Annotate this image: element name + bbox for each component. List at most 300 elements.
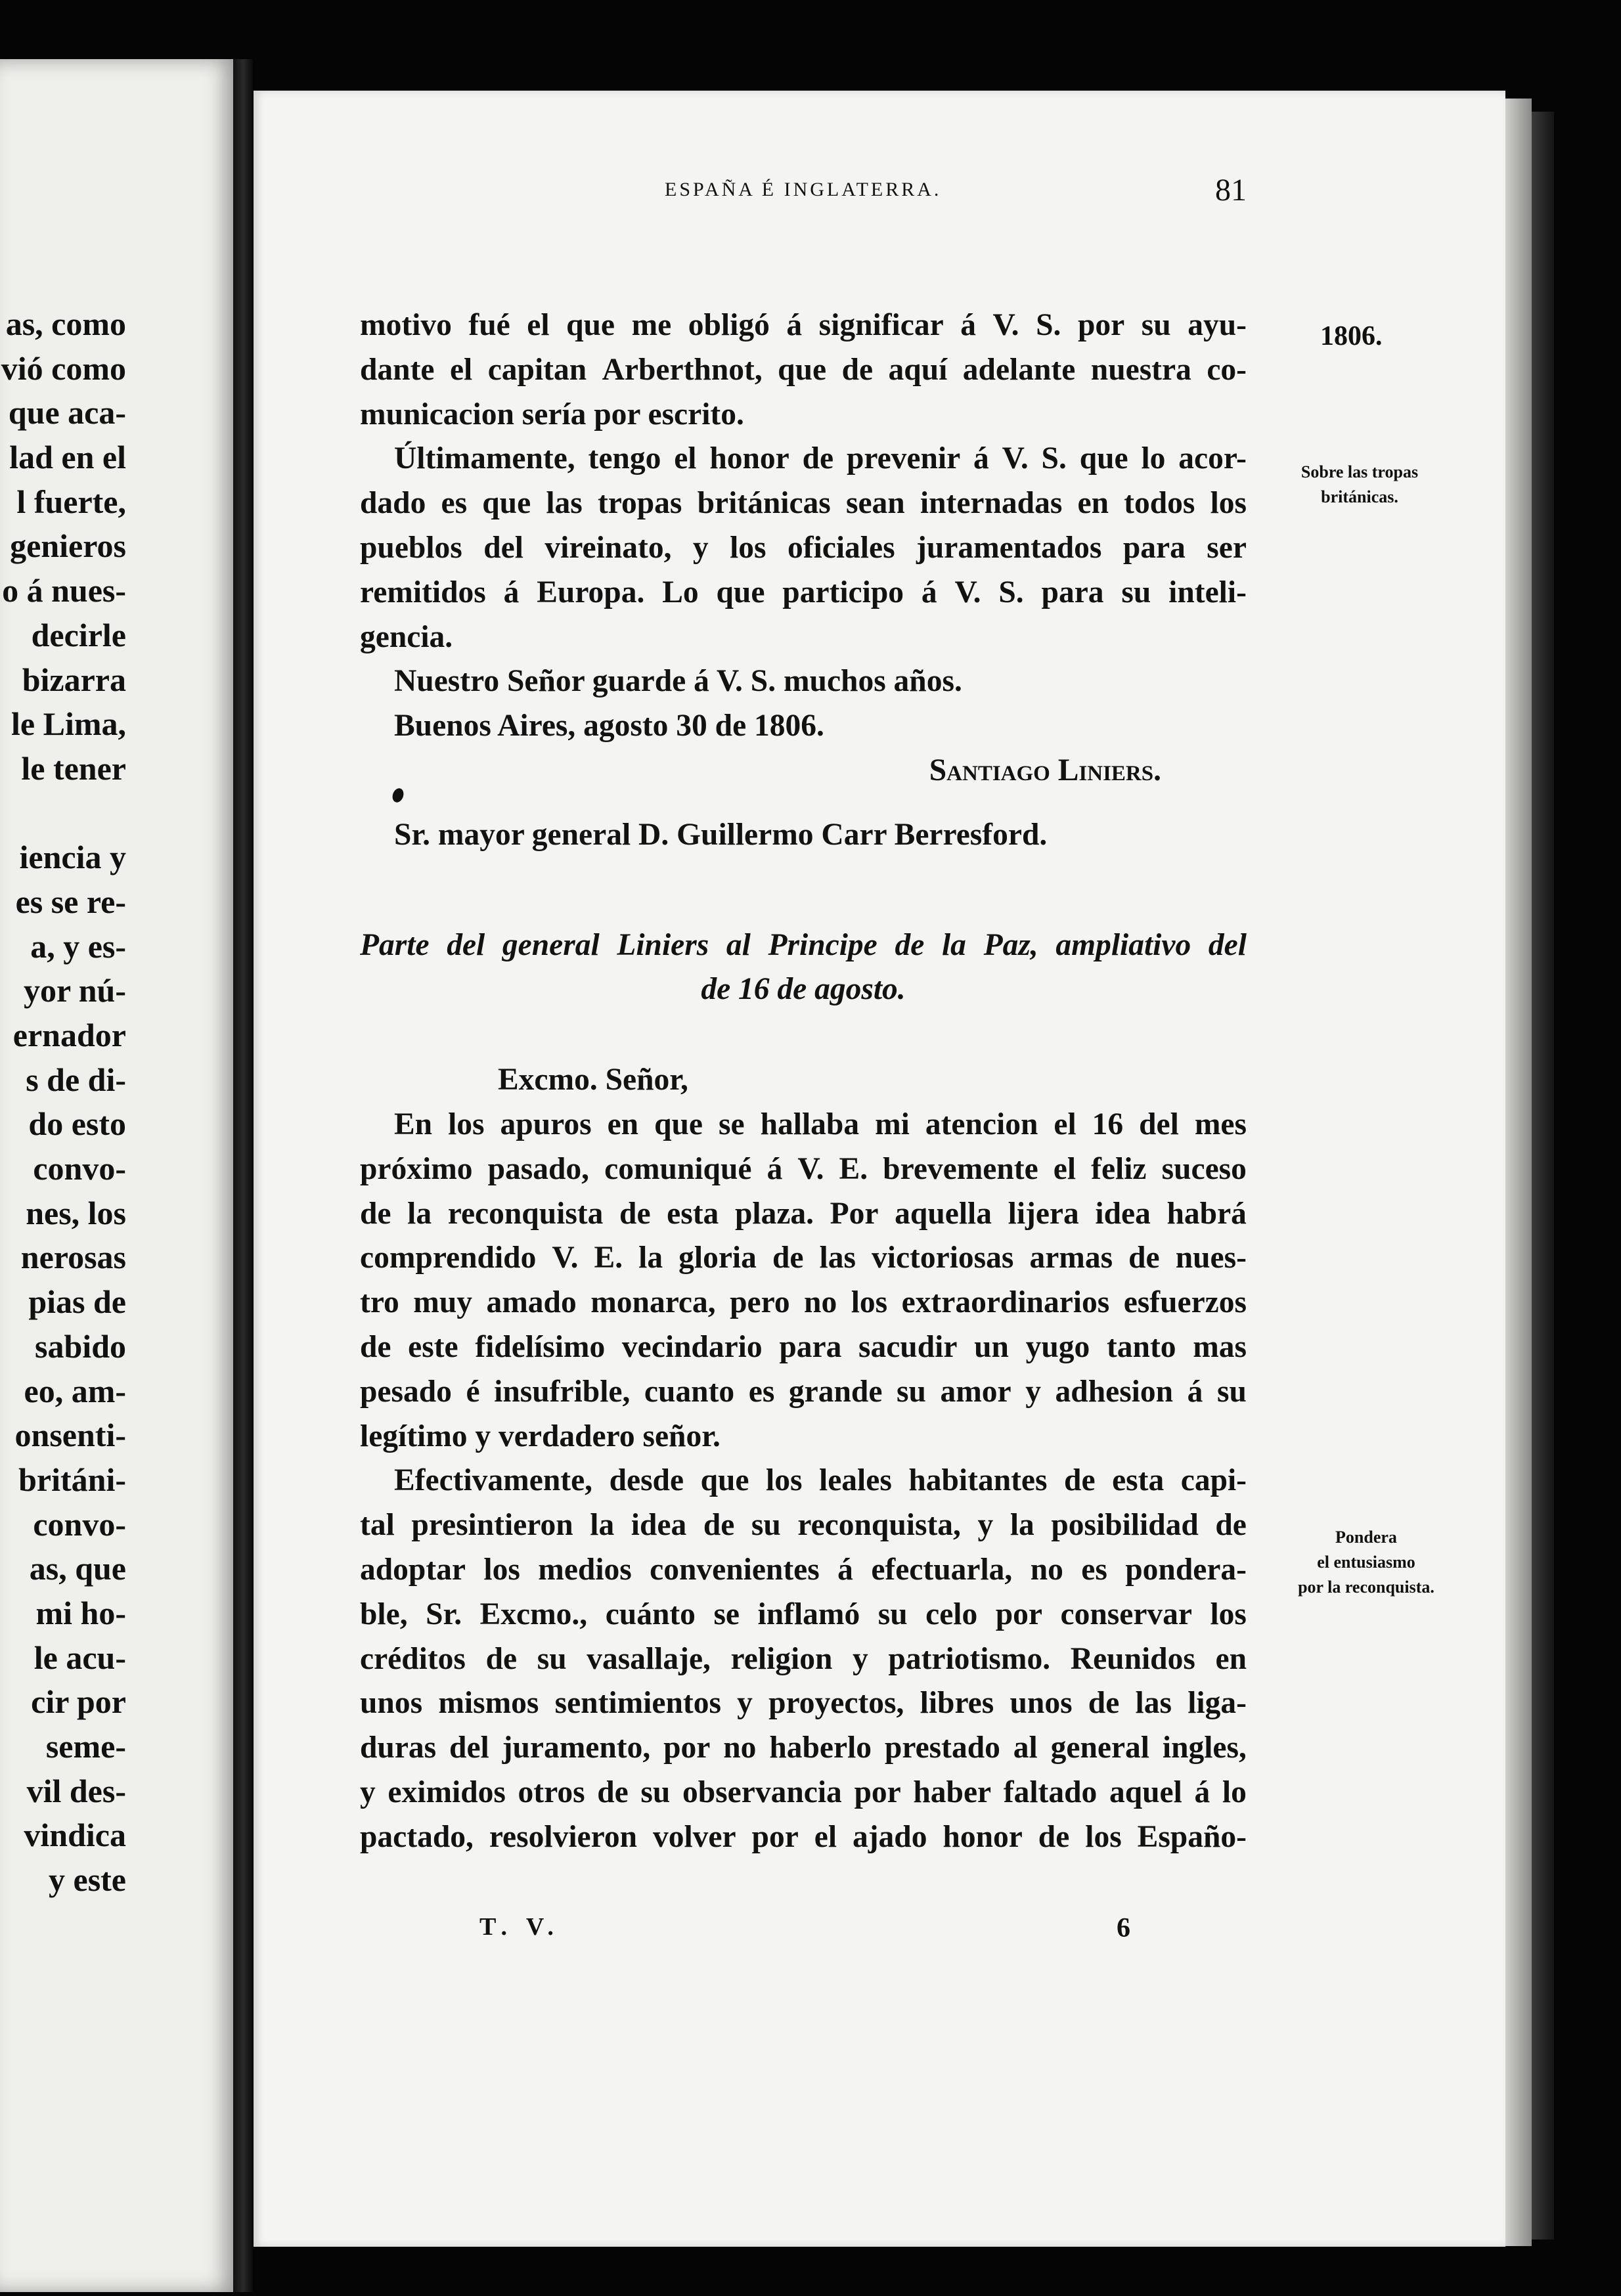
word: suceso — [1161, 1151, 1247, 1186]
word: pasado, — [487, 1151, 590, 1186]
previous-page-line: nerosas — [20, 1239, 126, 1276]
word: obligó — [688, 308, 770, 342]
word: acor- — [1178, 441, 1247, 476]
word: habrá — [1166, 1196, 1247, 1231]
book-gutter — [233, 59, 253, 2292]
word: observancia — [682, 1775, 842, 1809]
word: de — [485, 1641, 518, 1676]
word: su — [877, 1597, 908, 1631]
text-line — [360, 481, 1247, 526]
word: E. — [839, 1151, 868, 1186]
word: de — [772, 1241, 804, 1275]
place-date: Buenos Aires, agosto 30 de 1806. — [394, 709, 824, 743]
word: adelante — [962, 352, 1076, 387]
word: faltado — [1003, 1775, 1098, 1809]
text-line — [360, 1548, 1247, 1593]
word: pactado, — [360, 1819, 474, 1854]
word: cuanto — [644, 1374, 735, 1409]
word: otros — [518, 1775, 585, 1809]
word: Últimamente, — [394, 441, 575, 476]
margin-note-line: Pondera — [1335, 1528, 1397, 1547]
word: la — [407, 1196, 432, 1231]
word: prevenir — [846, 441, 961, 476]
body-text — [360, 303, 1247, 1860]
text-line — [360, 348, 1247, 393]
word: adoptar — [360, 1552, 466, 1587]
word: Por — [830, 1196, 879, 1231]
word: á — [837, 1552, 853, 1587]
word: haber — [913, 1775, 992, 1809]
word: en — [607, 1107, 639, 1141]
word: su — [1121, 575, 1151, 609]
word: co- — [1207, 352, 1247, 387]
word: pesado — [360, 1374, 452, 1409]
word: monarca, — [590, 1285, 716, 1320]
word: se — [719, 1107, 745, 1141]
word: comprendido — [360, 1241, 537, 1275]
previous-page-line — [0, 791, 126, 836]
word: que — [654, 1107, 703, 1141]
word: capitan — [487, 352, 587, 387]
word: Reunidos — [1070, 1641, 1195, 1676]
word: que — [778, 352, 827, 387]
word: este — [408, 1329, 458, 1364]
word: brevemente — [883, 1151, 1038, 1186]
word: las — [1135, 1686, 1172, 1721]
text-line — [360, 1503, 1247, 1548]
word: idea — [631, 1508, 687, 1543]
word: V. — [552, 1241, 579, 1275]
word: vasallaje, — [587, 1641, 711, 1676]
addressee: Sr. mayor general D. Guillermo Carr Berresford. — [394, 817, 1048, 852]
word: á — [766, 1151, 783, 1186]
word: libres — [920, 1686, 994, 1721]
word: que — [1079, 441, 1128, 476]
word: dante — [360, 352, 435, 387]
word: patriotismo. — [888, 1641, 1051, 1676]
text-line — [360, 1325, 1247, 1370]
word: no — [1030, 1552, 1063, 1587]
word: del — [447, 927, 485, 962]
word: oficiales — [788, 530, 895, 565]
previous-page-line: eo, am- — [24, 1372, 126, 1409]
word: ajado — [852, 1819, 927, 1854]
word: pueblos — [360, 530, 462, 565]
previous-page-line: as, que — [29, 1550, 126, 1587]
previous-page-line: vió como — [1, 349, 126, 387]
word: el — [814, 1819, 837, 1854]
word: del — [483, 530, 523, 565]
previous-page-line: pias de — [28, 1283, 126, 1321]
word: armas — [1029, 1241, 1113, 1275]
previous-page-line: l fuerte, — [16, 483, 126, 520]
word: de — [360, 1329, 391, 1364]
text-line — [360, 1281, 1247, 1325]
word: mi — [875, 1107, 910, 1141]
word: de — [1038, 1819, 1070, 1854]
page-number: 81 — [1215, 173, 1247, 208]
text-line — [360, 1637, 1247, 1682]
word: sentimientos — [554, 1686, 721, 1721]
word: para — [1041, 575, 1104, 609]
text-line — [360, 437, 1247, 481]
word: los — [766, 1463, 803, 1498]
word: ampliativo — [1055, 927, 1191, 962]
word: amado — [486, 1285, 577, 1320]
text-line: municacion sería por escrito. — [360, 397, 744, 431]
word: de — [597, 1775, 629, 1809]
previous-page-line: que aca- — [8, 394, 126, 431]
word: convenientes — [650, 1552, 820, 1587]
previous-page-line: do esto — [28, 1105, 126, 1143]
word: ayu- — [1188, 308, 1247, 342]
word: esta — [667, 1196, 719, 1231]
word: vireinato, — [544, 530, 672, 565]
word: á — [786, 308, 803, 342]
word: ingles, — [1162, 1731, 1247, 1765]
word: de — [703, 1508, 735, 1543]
word: la — [1010, 1508, 1034, 1543]
previous-page-line: convo- — [33, 1150, 126, 1187]
text-line — [360, 1370, 1247, 1415]
word: aquel — [1109, 1775, 1182, 1809]
word: grande — [788, 1374, 883, 1409]
word: que — [700, 1463, 749, 1498]
word: del — [1139, 1107, 1179, 1141]
section-title-2: de 16 de agosto. — [701, 972, 906, 1007]
word: fué — [468, 308, 510, 342]
word: idea — [1095, 1196, 1151, 1231]
text-line: gencia. — [360, 619, 453, 654]
margin-note-line: británicas. — [1321, 487, 1398, 506]
word: británicas — [697, 486, 831, 521]
previous-page-line: decirle — [31, 616, 126, 653]
word: Lo — [662, 575, 699, 609]
word: vecindario — [621, 1329, 763, 1364]
running-head: ESPAÑA É INGLATERRA. — [665, 179, 942, 200]
word: general — [1050, 1731, 1149, 1765]
page-edge — [1505, 99, 1532, 2246]
word: En — [394, 1107, 433, 1141]
previous-page-line: genieros — [10, 527, 126, 565]
word: reconquista, — [797, 1508, 961, 1543]
word: Principe — [768, 927, 877, 962]
word: que — [482, 486, 531, 521]
word: su — [537, 1641, 567, 1676]
word: tal — [360, 1508, 395, 1543]
word: los — [1210, 486, 1247, 521]
word: de — [619, 1196, 651, 1231]
word: es — [748, 1374, 775, 1409]
word: tengo — [588, 441, 661, 476]
word: mes — [1194, 1107, 1247, 1141]
text-line — [360, 303, 1247, 348]
word: y — [692, 530, 709, 565]
word: es — [1081, 1552, 1107, 1587]
previous-page-line: convo- — [33, 1505, 126, 1543]
word: juramentados — [916, 530, 1102, 565]
word: de — [360, 1196, 391, 1231]
margin-note-tropas — [1268, 460, 1452, 510]
word: insufrible, — [494, 1374, 631, 1409]
word: próximo — [360, 1151, 473, 1186]
word: de — [1128, 1241, 1160, 1275]
word: aquella — [895, 1196, 992, 1231]
word: á — [973, 441, 989, 476]
word: extraordinarios — [901, 1285, 1110, 1320]
word: las — [819, 1241, 856, 1275]
word: posibilidad — [1051, 1508, 1199, 1543]
word: sean — [845, 486, 905, 521]
word: Arberthnot, — [602, 352, 763, 387]
word: nues- — [1175, 1241, 1247, 1275]
word: á — [960, 308, 976, 342]
word: del — [449, 1731, 489, 1765]
word: S. — [1036, 308, 1061, 342]
word: Liniers — [617, 927, 709, 962]
word: efectuarla, — [871, 1552, 1013, 1587]
word: un — [974, 1329, 1009, 1364]
word: por — [663, 1731, 711, 1765]
word: y — [977, 1508, 994, 1543]
word: la — [941, 927, 966, 962]
word: por — [854, 1775, 901, 1809]
word: todos — [1124, 486, 1195, 521]
word: significar — [818, 308, 944, 342]
word: su — [896, 1374, 926, 1409]
word: apuros — [500, 1107, 592, 1141]
word: los — [1210, 1597, 1247, 1631]
previous-page-line: le acu- — [33, 1639, 126, 1676]
word: las — [546, 486, 583, 521]
previous-page-line: le Lima, — [11, 705, 126, 743]
word: en — [1215, 1641, 1247, 1676]
margin-note-line: el entusiasmo — [1317, 1553, 1415, 1572]
word: y — [737, 1686, 753, 1721]
previous-page-line: vil des- — [26, 1772, 126, 1809]
word: mas — [1193, 1329, 1247, 1364]
margin-note-line: por la reconquista. — [1298, 1578, 1434, 1597]
word: S. — [1041, 441, 1067, 476]
word: lo — [1141, 441, 1166, 476]
text-line — [360, 1771, 1247, 1815]
word: al — [726, 927, 751, 962]
word: unos — [1010, 1686, 1073, 1721]
word: amor — [940, 1374, 1011, 1409]
word: y — [1025, 1374, 1041, 1409]
previous-page-line: lad en el — [9, 439, 126, 476]
word: de — [895, 927, 925, 962]
word: comuniqué — [604, 1151, 752, 1186]
text-line — [360, 1459, 1247, 1503]
previous-page-line: y este — [49, 1861, 126, 1899]
word: y — [853, 1641, 868, 1676]
previous-page-line: a, y es- — [30, 927, 126, 965]
previous-page-line: o á nues- — [2, 572, 126, 609]
word: remitidos — [360, 575, 486, 609]
word: capi- — [1180, 1463, 1247, 1498]
word: proyectos, — [768, 1686, 904, 1721]
word: el — [1054, 1107, 1077, 1141]
word: desde — [609, 1463, 684, 1498]
word: en — [1077, 486, 1109, 521]
previous-page-line: s de di- — [26, 1061, 126, 1098]
word: lo — [1222, 1775, 1247, 1809]
word: sacudir — [858, 1329, 958, 1364]
word: Paz, — [983, 927, 1038, 962]
word: del — [1208, 927, 1247, 962]
word: mismos — [438, 1686, 539, 1721]
word: que — [566, 308, 615, 342]
word: Europa. — [537, 575, 645, 609]
text-line — [360, 1726, 1247, 1771]
word: de — [802, 441, 834, 476]
word: por — [995, 1597, 1042, 1631]
closing-line: Nuestro Señor guarde á V. S. muchos años. — [394, 664, 962, 699]
word: muy — [413, 1285, 473, 1320]
word: duras — [360, 1731, 437, 1765]
word: al — [1013, 1731, 1038, 1765]
word: á — [503, 575, 520, 609]
word: fidelísimo — [475, 1329, 606, 1364]
word: adhesion — [1055, 1374, 1174, 1409]
word: lijera — [1008, 1196, 1079, 1231]
word: créditos — [360, 1641, 466, 1676]
word: volver — [652, 1819, 736, 1854]
previous-page-line: cir por — [31, 1683, 126, 1721]
word: inteli- — [1168, 575, 1247, 609]
word: eximidos — [388, 1775, 506, 1809]
word: V. — [954, 575, 981, 609]
word: E. — [594, 1241, 623, 1275]
word: atencion — [925, 1107, 1038, 1141]
word: é — [466, 1374, 480, 1409]
word: feliz — [1091, 1151, 1147, 1186]
word: su — [751, 1508, 781, 1543]
word: su — [1141, 308, 1171, 342]
word: dado — [360, 486, 426, 521]
word: su — [1216, 1374, 1247, 1409]
text-line — [360, 571, 1247, 615]
word: el — [527, 308, 550, 342]
word: general — [502, 927, 600, 962]
previous-page-line: le tener — [21, 749, 126, 787]
word: presintieron — [411, 1508, 573, 1543]
word: hallaba — [760, 1107, 860, 1141]
word: ser — [1207, 530, 1247, 565]
word: su — [640, 1775, 671, 1809]
previous-page-line: es se re- — [15, 883, 126, 920]
volume-mark: T. V. — [479, 1913, 560, 1941]
word: gloria — [678, 1241, 757, 1275]
word: juramento, — [502, 1731, 651, 1765]
word: no — [723, 1731, 757, 1765]
margin-note-line: Sobre las tropas — [1300, 462, 1419, 481]
previous-page-line: sabido — [35, 1327, 126, 1365]
word: tro — [360, 1285, 399, 1320]
word: ble, — [360, 1597, 408, 1631]
word: aquí — [888, 352, 948, 387]
word: los — [483, 1552, 520, 1587]
word: tanto — [1106, 1329, 1176, 1364]
word: Parte — [360, 927, 430, 962]
previous-page — [0, 59, 236, 2292]
word: honor — [943, 1819, 1023, 1854]
word: es — [441, 486, 468, 521]
word: la — [638, 1241, 663, 1275]
word: se — [713, 1597, 740, 1631]
word: de — [841, 352, 874, 387]
word: los — [851, 1285, 888, 1320]
word: nuestra — [1090, 352, 1191, 387]
word: victoriosas — [872, 1241, 1014, 1275]
previous-page-line: mi ho- — [35, 1594, 126, 1631]
word: pondera- — [1125, 1552, 1247, 1587]
word: medios — [538, 1552, 632, 1587]
word: á — [1187, 1374, 1203, 1409]
signature-mark: 6 — [1117, 1913, 1130, 1943]
word: V. — [992, 308, 1019, 342]
text-line — [360, 1192, 1247, 1237]
word: celo — [925, 1597, 978, 1631]
word: honor — [709, 441, 789, 476]
word: Excmo., — [479, 1597, 588, 1631]
word: los — [730, 530, 766, 565]
word: á — [921, 575, 937, 609]
book-edge — [1532, 112, 1554, 2240]
salutation: Excmo. Señor, — [498, 1063, 688, 1097]
word: esfuerzos — [1123, 1285, 1247, 1320]
word: cuánto — [605, 1597, 696, 1631]
word: por — [751, 1819, 799, 1854]
previous-page-line: británi- — [18, 1461, 126, 1498]
previous-page-line: yor nú- — [23, 972, 126, 1009]
word: V. — [797, 1151, 824, 1186]
word: reconquista — [447, 1196, 604, 1231]
word: resolvieron — [489, 1819, 637, 1854]
word: motivo — [360, 308, 452, 342]
text-line — [360, 526, 1247, 571]
text-line — [360, 1103, 1247, 1147]
word: por — [1077, 308, 1125, 342]
previous-page-line: bizarra — [22, 661, 126, 698]
word: liga- — [1188, 1686, 1247, 1721]
word: de — [1064, 1463, 1096, 1498]
word: yugo — [1025, 1329, 1090, 1364]
word: para — [779, 1329, 842, 1364]
word: leales — [819, 1463, 892, 1498]
word: habitantes — [908, 1463, 1048, 1498]
previous-page-line: as, como — [5, 305, 126, 342]
previous-page-line: onsenti- — [14, 1417, 126, 1454]
word: esta — [1112, 1463, 1165, 1498]
word: los — [1085, 1819, 1122, 1854]
previous-page-line: vindica — [24, 1817, 126, 1854]
previous-page-line: seme- — [45, 1728, 126, 1765]
previous-page-line: nes, los — [26, 1194, 126, 1231]
text-line — [360, 1815, 1247, 1860]
text-line — [360, 1147, 1247, 1192]
word: prestado — [884, 1731, 1000, 1765]
word: participo — [782, 575, 904, 609]
word: conservar — [1060, 1597, 1192, 1631]
previous-page-text — [0, 302, 126, 1903]
word: para — [1122, 530, 1186, 565]
word: haberlo — [769, 1731, 872, 1765]
word: no — [804, 1285, 837, 1320]
margin-year: 1806. — [1320, 321, 1383, 351]
word: Sr. — [426, 1597, 462, 1631]
